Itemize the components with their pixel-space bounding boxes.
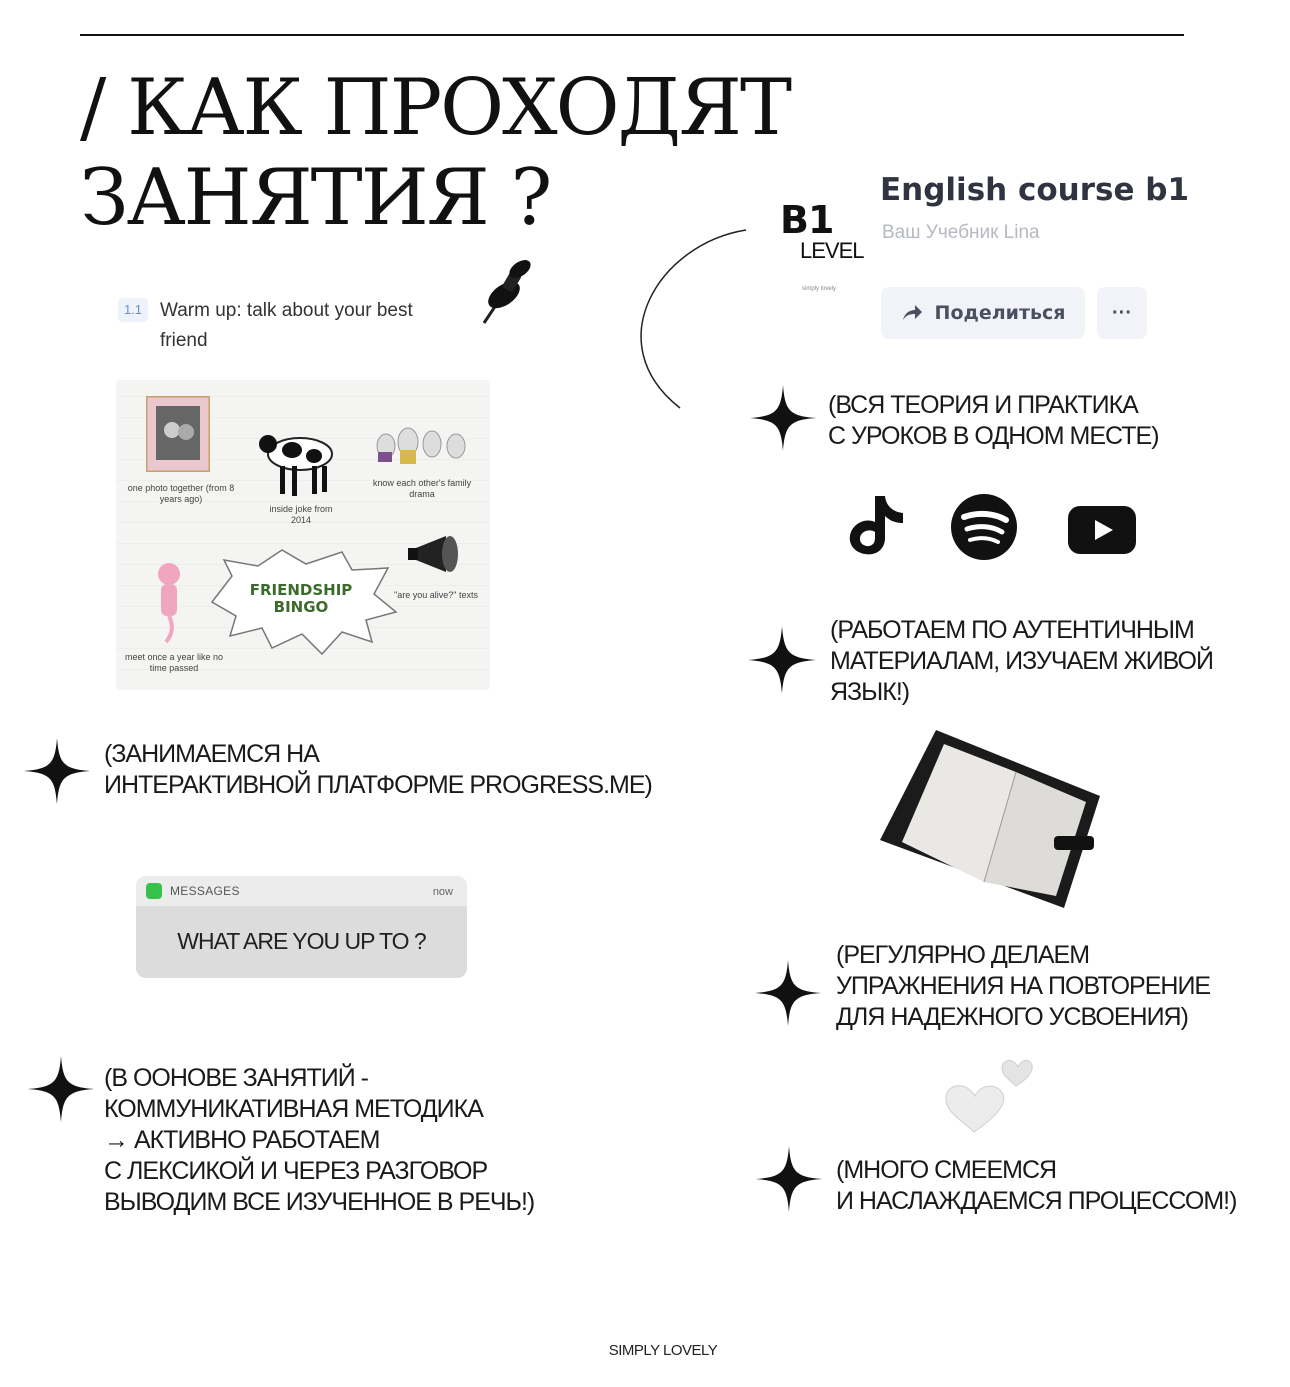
feature-fun: (МНОГО СМЕЕМСЯ И НАСЛАЖДАЕМСЯ ПРОЦЕССОМ!) bbox=[836, 1156, 1237, 1215]
caption-meet: meet once a year like no time passed bbox=[124, 652, 224, 673]
message-text: WHAT ARE YOU UP TO ? bbox=[177, 928, 426, 954]
cat-clock-icon bbox=[154, 560, 184, 644]
spotify-icon[interactable] bbox=[950, 493, 1018, 561]
megaphone-icon bbox=[406, 534, 468, 574]
feature-authentic: (РАБОТАЕМ ПО АУТЕНТИЧНЫМ МАТЕРИАЛАМ, ИЗУЧАЕМ ЖИВОЙ ЯЗЫК!) bbox=[830, 616, 1213, 706]
course-author: Ваш Учебник Lina bbox=[882, 222, 1040, 243]
bunnies-icon bbox=[374, 416, 470, 468]
course-logo-b1: B1 bbox=[780, 198, 834, 242]
decorative-curve bbox=[618, 224, 758, 414]
caption-photo: one photo together (from 8 years ago) bbox=[127, 483, 235, 504]
lesson-number: 1.1 bbox=[118, 298, 148, 322]
course-title[interactable]: English course b1 bbox=[880, 172, 1190, 208]
page-title-line2: ЗАНЯТИЯ ? bbox=[80, 153, 551, 243]
caption-texts: "are you alive?" texts bbox=[394, 590, 478, 600]
sparkle-icon bbox=[28, 1056, 94, 1122]
top-rule bbox=[80, 34, 1184, 36]
push-pin-icon bbox=[470, 255, 540, 330]
notebook-icon bbox=[880, 730, 1110, 910]
lesson-title[interactable]: Warm up: talk about your best friend bbox=[160, 300, 413, 351]
feature-theory: (ВСЯ ТЕОРИЯ И ПРАКТИКА С УРОКОВ В ОДНОМ МЕСТЕ) bbox=[828, 391, 1159, 450]
caption-joke: inside joke from 2014 bbox=[269, 504, 333, 525]
course-logo-tiny: simply lovely bbox=[802, 286, 837, 292]
share-arrow-icon bbox=[901, 304, 923, 322]
tiktok-icon[interactable] bbox=[845, 494, 907, 558]
share-button[interactable] bbox=[881, 287, 1085, 339]
feature-repeat: (РЕГУЛЯРНО ДЕЛАЕМ УПРАЖНЕНИЯ НА ПОВТОРЕНИЕ ДЛЯ НАДЕЖНОГО УСВОЕНИЯ) bbox=[836, 941, 1211, 1031]
sparkle-icon bbox=[756, 1146, 822, 1212]
sparkle-icon bbox=[750, 385, 816, 451]
photo-frame-icon bbox=[146, 396, 210, 472]
message-time: now bbox=[432, 886, 453, 898]
sparkle-icon bbox=[755, 960, 821, 1026]
footer-brand: SIMPLY LOVELY bbox=[608, 1342, 718, 1359]
cow-icon bbox=[258, 424, 342, 500]
message-app-name: MESSAGES bbox=[170, 884, 240, 898]
feature-communicative: (В ООНОВЕ ЗАНЯТИЙ - КОММУНИКАТИВНАЯ МЕТОДИКА → АКТИВНО РАБОТАЕМ С ЛЕКСИКОЙ И ЧЕРЕЗ РАЗГОВОР ВЫВОДИМ ВСЕ ИЗУЧЕННОЕ В РЕЧЬ!) bbox=[104, 1064, 535, 1216]
sparkle-icon bbox=[24, 738, 90, 804]
page-title-line1: / КАК ПРОХОДЯТ bbox=[80, 63, 791, 153]
youtube-icon[interactable] bbox=[1068, 506, 1136, 554]
bingo-center-label: FRIENDSHIP BINGO bbox=[249, 581, 353, 616]
caption-family: know each other's family drama bbox=[372, 478, 472, 499]
hearts-icon bbox=[940, 1056, 1036, 1136]
messages-app-icon bbox=[146, 883, 162, 899]
more-options-button[interactable]: ··· bbox=[1097, 287, 1147, 339]
sparkle-icon bbox=[748, 626, 816, 694]
friendship-bingo-card bbox=[116, 380, 490, 690]
feature-platform: (ЗАНИМАЕМСЯ НА ИНТЕРАКТИВНОЙ ПЛАТФОРМЕ PROGRESS.ME) bbox=[104, 740, 652, 799]
course-logo-level: LEVEL bbox=[800, 238, 864, 263]
share-button-label: Поделиться bbox=[934, 302, 1066, 324]
message-notification bbox=[136, 876, 467, 978]
